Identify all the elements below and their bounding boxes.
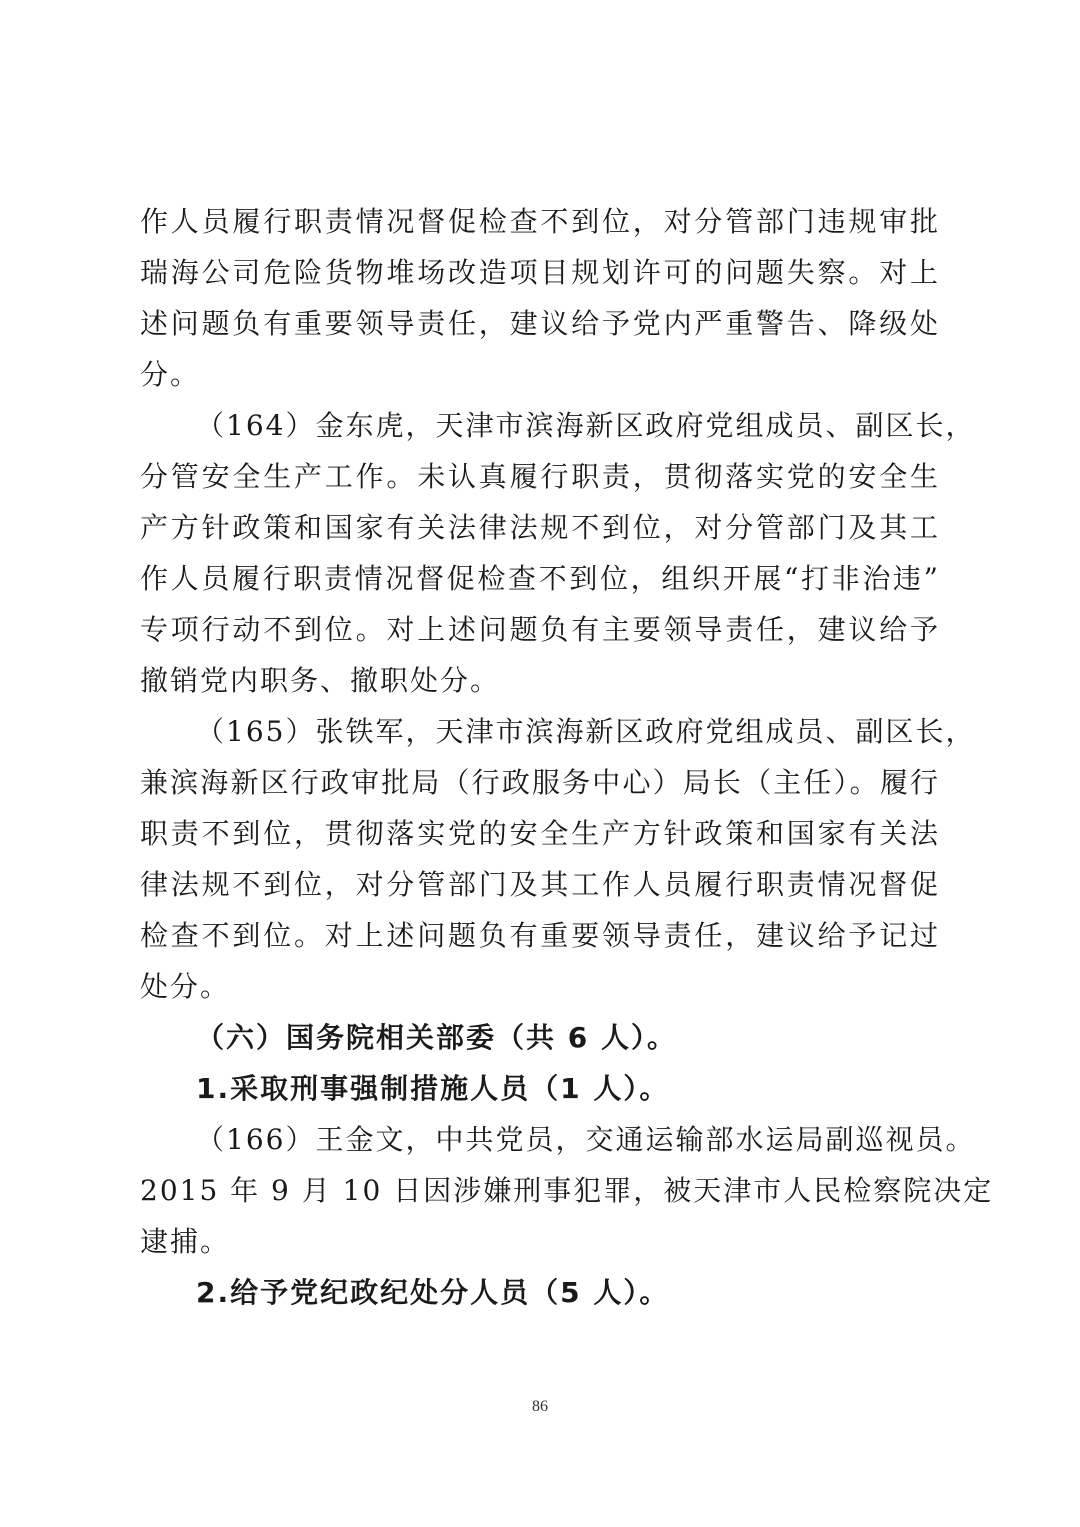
text-line: 兼滨海新区行政审批局（行政服务中心）局长（主任）。履行 [140, 766, 940, 799]
text-line: 2015 年 9 月 10 日因涉嫌刑事犯罪，被天津市人民检察院决定 [140, 1174, 994, 1207]
section-heading: （六）国务院相关部委（共 6 人）。 [196, 1021, 677, 1054]
text-line: 检查不到位。对上述问题负有重要领导责任，建议给予记过 [140, 919, 940, 952]
text-line: 逮捕。 [140, 1225, 231, 1258]
text-line: 作人员履行职责情况督促检查不到位，组织开展“打非治违” [140, 562, 940, 595]
text-line: 撤销党内职务、撤职处分。 [140, 664, 501, 697]
text-line: 分。 [140, 358, 201, 391]
text-line: 产方针政策和国家有关法律法规不到位，对分管部门及其工 [140, 511, 940, 544]
text-line: 分管安全生产工作。未认真履行职责，贯彻落实党的安全生 [140, 460, 940, 493]
subsection-heading: 2.给予党纪政纪处分人员（5 人）。 [196, 1276, 670, 1309]
text-line: 述问题负有重要领导责任，建议给予党内严重警告、降级处 [140, 307, 940, 340]
text-line: （165）张铁军，天津市滨海新区政府党组成员、副区长， [196, 715, 976, 748]
document-body [140, 196, 994, 1318]
text-line: 专项行动不到位。对上述问题负有主要领导责任，建议给予 [140, 613, 940, 646]
text-line: 职责不到位，贯彻落实党的安全生产方针政策和国家有关法 [140, 817, 940, 850]
text-line: 律法规不到位，对分管部门及其工作人员履行职责情况督促 [140, 868, 940, 901]
text-line: 瑞海公司危险货物堆场改造项目规划许可的问题失察。对上 [140, 256, 940, 289]
text-line: 作人员履行职责情况督促检查不到位，对分管部门违规审批 [140, 205, 940, 238]
text-line: （166）王金文，中共党员，交通运输部水运局副巡视员。 [196, 1123, 976, 1156]
page-number: 86 [532, 1398, 548, 1415]
text-line: 处分。 [140, 970, 231, 1003]
subsection-heading: 1.采取刑事强制措施人员（1 人）。 [196, 1072, 670, 1105]
text-line: （164）金东虎，天津市滨海新区政府党组成员、副区长， [196, 409, 976, 442]
